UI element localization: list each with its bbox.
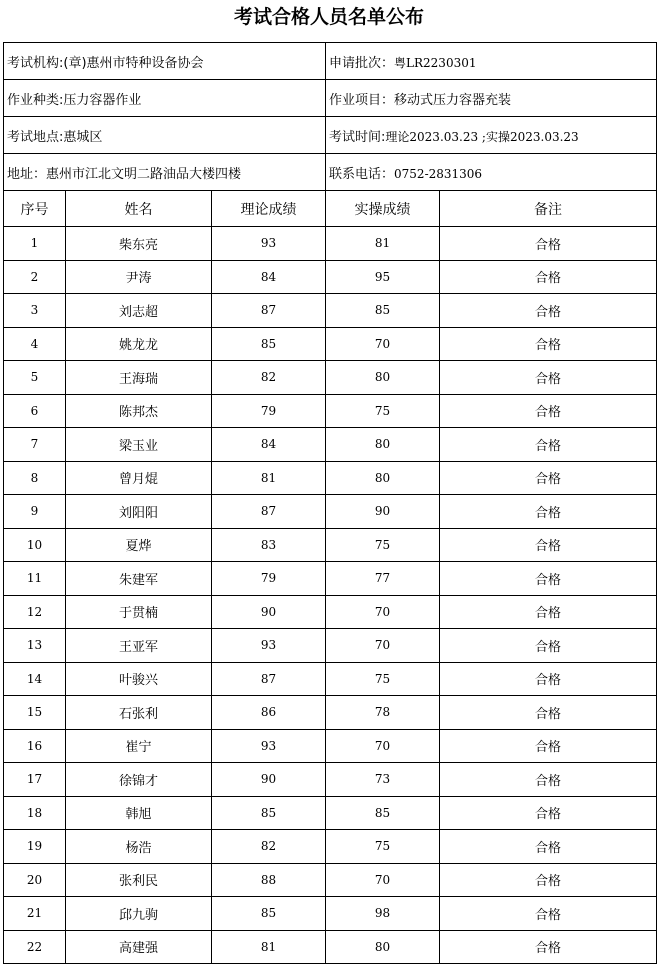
cell-note: 合格 bbox=[440, 394, 657, 428]
header-note: 备注 bbox=[440, 191, 657, 227]
cell-no: 6 bbox=[4, 394, 66, 428]
cell-no: 20 bbox=[4, 863, 66, 897]
table-row bbox=[4, 361, 657, 395]
cell-no: 3 bbox=[4, 294, 66, 328]
phone-label: 联系电话： bbox=[329, 166, 395, 182]
cell-practice-score: 77 bbox=[326, 562, 440, 596]
cell-theory-score: 88 bbox=[212, 863, 326, 897]
header-no: 序号 bbox=[4, 191, 66, 227]
cell-practice-score: 75 bbox=[326, 528, 440, 562]
cell-practice-score: 81 bbox=[326, 227, 440, 261]
cell-note: 合格 bbox=[440, 863, 657, 897]
cell-practice-score: 75 bbox=[326, 830, 440, 864]
cell-theory-score: 87 bbox=[212, 495, 326, 529]
work-item-value: 移动式压力容器充装 bbox=[394, 92, 512, 108]
table-row bbox=[4, 428, 657, 462]
exam-time-label: 考试时间: bbox=[329, 129, 386, 145]
cell-no: 15 bbox=[4, 696, 66, 730]
cell-note: 合格 bbox=[440, 461, 657, 495]
cell-no: 22 bbox=[4, 930, 66, 964]
cell-no: 14 bbox=[4, 662, 66, 696]
cell-practice-score: 70 bbox=[326, 327, 440, 361]
cell-name: 杨浩 bbox=[66, 830, 212, 864]
exam-time-cell bbox=[326, 117, 657, 154]
cell-note: 合格 bbox=[440, 763, 657, 797]
cell-theory-score: 81 bbox=[212, 461, 326, 495]
table-row bbox=[4, 260, 657, 294]
cell-practice-score: 70 bbox=[326, 629, 440, 663]
cell-name: 王海瑞 bbox=[66, 361, 212, 395]
cell-no: 5 bbox=[4, 361, 66, 395]
cell-practice-score: 90 bbox=[326, 495, 440, 529]
cell-name: 柴东亮 bbox=[66, 227, 212, 261]
cell-no: 10 bbox=[4, 528, 66, 562]
header-practice: 实操成绩 bbox=[326, 191, 440, 227]
cell-theory-score: 87 bbox=[212, 662, 326, 696]
cell-name: 叶骏兴 bbox=[66, 662, 212, 696]
cell-name: 陈邦杰 bbox=[66, 394, 212, 428]
cell-practice-score: 85 bbox=[326, 796, 440, 830]
address-value: 惠州市江北文明二路油品大楼四楼 bbox=[46, 166, 242, 182]
cell-note: 合格 bbox=[440, 897, 657, 931]
cell-note: 合格 bbox=[440, 361, 657, 395]
cell-no: 4 bbox=[4, 327, 66, 361]
table-row bbox=[4, 294, 657, 328]
cell-no: 19 bbox=[4, 830, 66, 864]
cell-theory-score: 82 bbox=[212, 830, 326, 864]
address-label: 地址： bbox=[7, 166, 47, 182]
results-table-body bbox=[4, 43, 657, 964]
cell-note: 合格 bbox=[440, 629, 657, 663]
cell-practice-score: 80 bbox=[326, 428, 440, 462]
cell-note: 合格 bbox=[440, 428, 657, 462]
cell-theory-score: 82 bbox=[212, 361, 326, 395]
cell-no: 12 bbox=[4, 595, 66, 629]
results-table bbox=[3, 42, 657, 964]
cell-practice-score: 85 bbox=[326, 294, 440, 328]
info-row-org bbox=[4, 43, 657, 80]
info-row-site bbox=[4, 117, 657, 154]
table-row bbox=[4, 394, 657, 428]
table-row bbox=[4, 327, 657, 361]
table-row bbox=[4, 763, 657, 797]
address-cell bbox=[4, 154, 326, 191]
exam-org-value: (章)惠州市特种设备协会 bbox=[63, 55, 204, 71]
cell-theory-score: 85 bbox=[212, 796, 326, 830]
cell-no: 7 bbox=[4, 428, 66, 462]
info-row-type bbox=[4, 80, 657, 117]
cell-practice-score: 70 bbox=[326, 729, 440, 763]
table-row bbox=[4, 629, 657, 663]
cell-name: 曾月焜 bbox=[66, 461, 212, 495]
cell-name: 姚龙龙 bbox=[66, 327, 212, 361]
batch-value: 粤LR2230301 bbox=[394, 55, 477, 70]
cell-no: 18 bbox=[4, 796, 66, 830]
cell-theory-score: 81 bbox=[212, 930, 326, 964]
table-row bbox=[4, 863, 657, 897]
cell-name: 韩旭 bbox=[66, 796, 212, 830]
cell-theory-score: 79 bbox=[212, 562, 326, 596]
cell-note: 合格 bbox=[440, 260, 657, 294]
table-row bbox=[4, 528, 657, 562]
table-row bbox=[4, 662, 657, 696]
table-row bbox=[4, 830, 657, 864]
cell-practice-score: 98 bbox=[326, 897, 440, 931]
exam-org-cell bbox=[4, 43, 326, 80]
table-row bbox=[4, 461, 657, 495]
cell-note: 合格 bbox=[440, 327, 657, 361]
table-row bbox=[4, 696, 657, 730]
cell-theory-score: 87 bbox=[212, 294, 326, 328]
cell-theory-score: 93 bbox=[212, 629, 326, 663]
work-type-cell bbox=[4, 80, 326, 117]
cell-no: 13 bbox=[4, 629, 66, 663]
cell-no: 17 bbox=[4, 763, 66, 797]
exam-site-cell bbox=[4, 117, 326, 154]
table-row bbox=[4, 897, 657, 931]
table-row bbox=[4, 562, 657, 596]
cell-name: 崔宁 bbox=[66, 729, 212, 763]
cell-note: 合格 bbox=[440, 528, 657, 562]
table-row bbox=[4, 227, 657, 261]
cell-name: 于贯楠 bbox=[66, 595, 212, 629]
cell-practice-score: 70 bbox=[326, 595, 440, 629]
cell-practice-score: 73 bbox=[326, 763, 440, 797]
batch-label: 申请批次： bbox=[329, 55, 395, 71]
cell-name: 尹涛 bbox=[66, 260, 212, 294]
cell-name: 夏烨 bbox=[66, 528, 212, 562]
cell-practice-score: 80 bbox=[326, 361, 440, 395]
cell-name: 刘阳阳 bbox=[66, 495, 212, 529]
work-type-label: 作业种类: bbox=[7, 92, 64, 108]
cell-no: 11 bbox=[4, 562, 66, 596]
cell-practice-score: 75 bbox=[326, 394, 440, 428]
cell-name: 徐锦才 bbox=[66, 763, 212, 797]
header-name: 姓名 bbox=[66, 191, 212, 227]
work-type-value: 压力容器作业 bbox=[63, 92, 142, 108]
cell-theory-score: 85 bbox=[212, 327, 326, 361]
cell-theory-score: 79 bbox=[212, 394, 326, 428]
cell-name: 王亚军 bbox=[66, 629, 212, 663]
phone-value: 0752-2831306 bbox=[394, 166, 483, 181]
table-row bbox=[4, 930, 657, 964]
batch-cell bbox=[326, 43, 657, 80]
info-row-address bbox=[4, 154, 657, 191]
cell-note: 合格 bbox=[440, 662, 657, 696]
cell-note: 合格 bbox=[440, 562, 657, 596]
cell-practice-score: 80 bbox=[326, 461, 440, 495]
cell-no: 21 bbox=[4, 897, 66, 931]
cell-practice-score: 70 bbox=[326, 863, 440, 897]
cell-no: 2 bbox=[4, 260, 66, 294]
cell-note: 合格 bbox=[440, 930, 657, 964]
page-title: 考试合格人员名单公布 bbox=[233, 6, 424, 28]
cell-theory-score: 90 bbox=[212, 763, 326, 797]
cell-note: 合格 bbox=[440, 495, 657, 529]
header-theory: 理论成绩 bbox=[212, 191, 326, 227]
cell-name: 刘志超 bbox=[66, 294, 212, 328]
cell-theory-score: 93 bbox=[212, 729, 326, 763]
cell-note: 合格 bbox=[440, 294, 657, 328]
exam-site-label: 考试地点: bbox=[7, 129, 64, 145]
cell-note: 合格 bbox=[440, 696, 657, 730]
cell-note: 合格 bbox=[440, 227, 657, 261]
cell-theory-score: 84 bbox=[212, 260, 326, 294]
work-item-label: 作业项目： bbox=[329, 92, 395, 108]
cell-name: 高建强 bbox=[66, 930, 212, 964]
cell-no: 8 bbox=[4, 461, 66, 495]
table-row bbox=[4, 595, 657, 629]
table-row bbox=[4, 796, 657, 830]
cell-name: 邱九驹 bbox=[66, 897, 212, 931]
cell-name: 梁玉业 bbox=[66, 428, 212, 462]
cell-theory-score: 85 bbox=[212, 897, 326, 931]
exam-org-label: 考试机构: bbox=[7, 55, 64, 71]
cell-name: 石张利 bbox=[66, 696, 212, 730]
cell-practice-score: 78 bbox=[326, 696, 440, 730]
cell-practice-score: 80 bbox=[326, 930, 440, 964]
work-item-cell bbox=[326, 80, 657, 117]
cell-no: 1 bbox=[4, 227, 66, 261]
cell-note: 合格 bbox=[440, 595, 657, 629]
cell-theory-score: 86 bbox=[212, 696, 326, 730]
cell-theory-score: 83 bbox=[212, 528, 326, 562]
cell-no: 9 bbox=[4, 495, 66, 529]
exam-time-value: 理论2023.03.23 ;实操2023.03.23 bbox=[385, 129, 579, 144]
cell-theory-score: 84 bbox=[212, 428, 326, 462]
table-row bbox=[4, 495, 657, 529]
cell-note: 合格 bbox=[440, 830, 657, 864]
cell-name: 朱建军 bbox=[66, 562, 212, 596]
table-header-row bbox=[4, 191, 657, 227]
cell-note: 合格 bbox=[440, 796, 657, 830]
cell-note: 合格 bbox=[440, 729, 657, 763]
cell-practice-score: 95 bbox=[326, 260, 440, 294]
cell-practice-score: 75 bbox=[326, 662, 440, 696]
cell-theory-score: 93 bbox=[212, 227, 326, 261]
phone-cell bbox=[326, 154, 657, 191]
cell-theory-score: 90 bbox=[212, 595, 326, 629]
cell-no: 16 bbox=[4, 729, 66, 763]
cell-name: 张利民 bbox=[66, 863, 212, 897]
exam-site-value: 惠城区 bbox=[63, 129, 103, 145]
table-row bbox=[4, 729, 657, 763]
